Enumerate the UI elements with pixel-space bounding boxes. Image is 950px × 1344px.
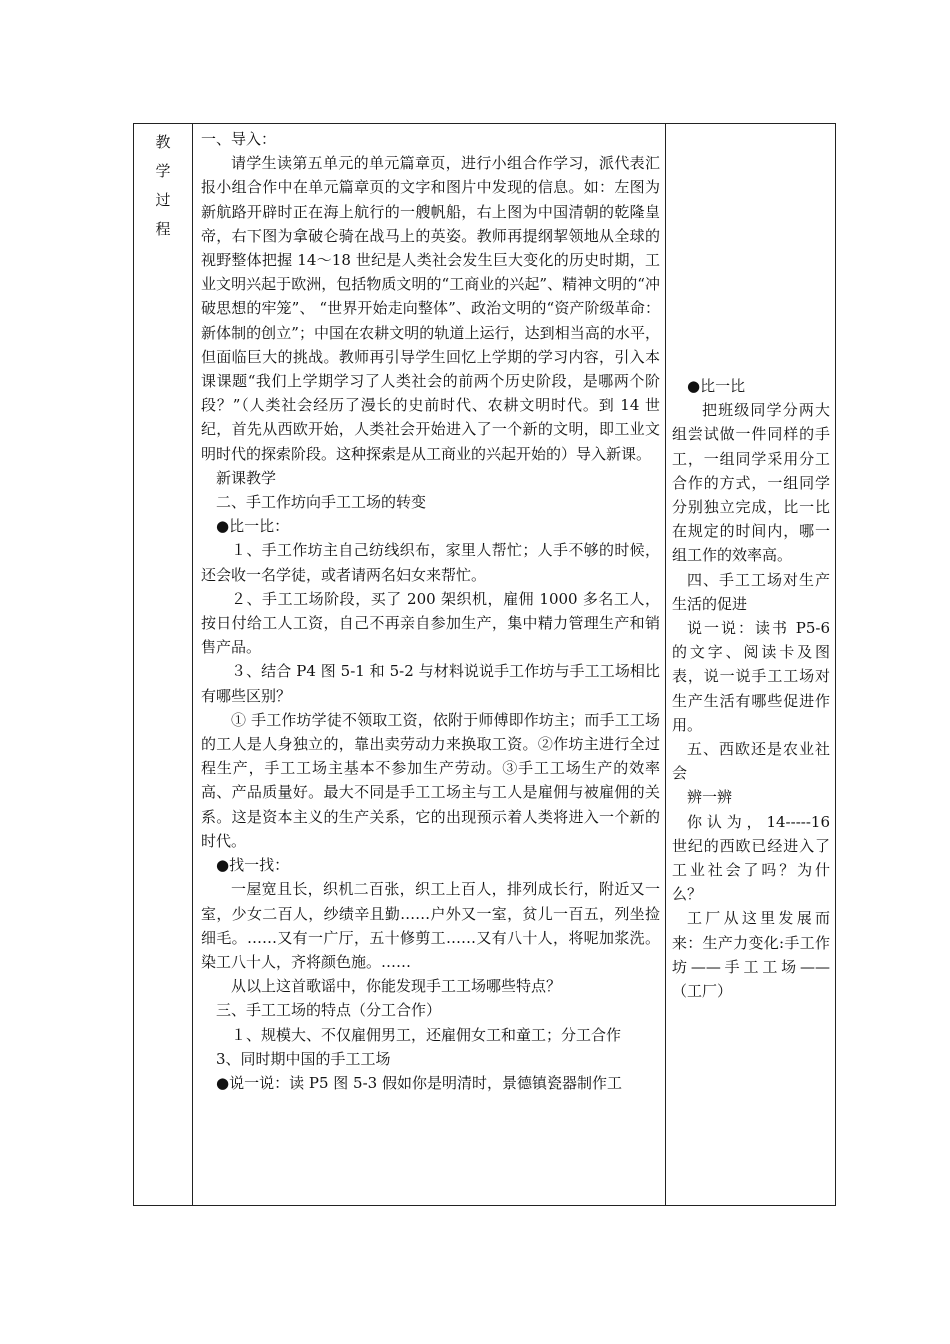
content-paragraph: 一屋宽且长，织机二百张，织工上百人，排列成长行，附近又一室，少女二百人，纱绩辛且勤……户外又一室，贫儿一百五，列坐捡细毛。……又有一广厅，五十修剪工……又有八十人，将呢加浆洗。染工八十人，齐将颜色施。…… bbox=[201, 880, 660, 971]
content-paragraph: 新课教学 bbox=[216, 468, 277, 487]
section-label-cell bbox=[134, 124, 193, 1205]
teaching-content-cell bbox=[193, 124, 666, 1205]
content-paragraph: 请学生读第五单元的单元篇章页，进行小组合作学习，派代表汇报小组合作中在单元篇章页的文字和图片中发现的信息。如：左图为新航路开辟时正在海上航行的一艘帆船，右上图为中国清朝的乾隆皇帝，右下图为拿破仑骑在战马上的英姿。教师再提纲挈领地从全球的视野整体把握 14～18 世纪是人类社会发生巨大变化的历史时期，工业文明兴起于欧洲，包括物质文明的“工商业的兴起”、精神文明的“冲破思想的牢笼”、 “世界开始走向整体”、政治文明的“资产阶级革命：新体制的创立”；中国在农耕文明的轨道上运行，达到相当高的水平，但面临巨大的挑战。教师再引导学生回忆上学期的学习内容，引入本课课题“我们上学期学习了人类社会的前两个历史阶段，是哪两个阶段？”（人类社会经历了漫长的史前时代、农耕文明时代。到 14 世纪，首先从西欧开始，人类社会开始进入了一个新的文明，即工业文明时代的探索阶段。这种探索是从工商业的兴起开始的）导入新课。 bbox=[201, 154, 660, 463]
section-label-char: 学 bbox=[155, 162, 171, 180]
note-paragraph: 你认为，14-----16 世纪的西欧已经进入了工业社会了吗？为什么？ bbox=[672, 812, 830, 904]
note-paragraph: 说一说：读书 P5-6 的文字、阅读卡及图表，说一说手工工场对生产生活有哪些促进作用。 bbox=[672, 619, 830, 734]
content-paragraph: １、手工作坊主自己纺线织布，家里人帮忙；人手不够的时候，还会收一名学徒，或者请两名妇女来帮忙。 bbox=[201, 541, 660, 584]
note-paragraph: 辨一辨 bbox=[687, 788, 733, 807]
section-label-char: 程 bbox=[155, 220, 171, 238]
content-paragraph: ●说一说：读 P5 图 5-3 假如你是明清时，景德镇瓷器制作工 bbox=[216, 1073, 622, 1092]
teaching-content bbox=[193, 124, 665, 1095]
content-paragraph: １、规模大、不仅雇佣男工，还雇佣女工和童工；分工合作 bbox=[231, 1025, 622, 1044]
content-paragraph: ●找一找： bbox=[216, 856, 290, 875]
note-paragraph: 五、西欧还是农业社会 bbox=[672, 740, 830, 783]
content-paragraph: ●比一比： bbox=[216, 517, 290, 536]
lesson-table bbox=[133, 123, 836, 1206]
content-paragraph: 二、手工作坊向手工工场的转变 bbox=[216, 493, 427, 512]
section-label-char: 教 bbox=[155, 133, 171, 151]
section-label bbox=[134, 124, 192, 244]
activity-notes bbox=[666, 124, 835, 1003]
activity-notes-cell bbox=[666, 124, 835, 1205]
content-paragraph: ３、结合 P4 图 5-1 和 5-2 与材料说说手工作坊与手工工场相比有哪些区别？ bbox=[201, 662, 660, 705]
note-paragraph: 四、手工工场对生产生活的促进 bbox=[672, 570, 830, 613]
content-paragraph: ① 手工作坊学徒不领取工资，依附于师傅即作坊主；而手工工场的工人是人身独立的，靠出卖劳动力来换取工资。②作坊主进行全过程生产，手工工场主基本不参加生产劳动。③手工工场生产的效率高、产品质量好。最大不同是手工工场主与工人是雇佣与被雇佣的关系。这是资本主义的生产关系，它的出现预示着人类将进入一个新的时代。 bbox=[201, 710, 660, 850]
content-paragraph: ２、手工工场阶段，买了 200 架织机，雇佣 1000 多名工人，按日付给工人工资，自己不再亲自参加生产，集中精力管理生产和销售产品。 bbox=[201, 589, 660, 657]
note-paragraph: ●比一比 bbox=[687, 377, 746, 395]
content-paragraph: 三、手工工场的特点（分工合作） bbox=[216, 1001, 442, 1020]
note-paragraph: 把班级同学分两大组尝试做一件同样的手工，一组同学采用分工合作的方式，一组同学分别独立完成，比一比在规定的时间内，哪一组工作的效率高。 bbox=[672, 401, 830, 565]
content-paragraph: 从以上这首歌谣中，你能发现手工工场哪些特点？ bbox=[231, 977, 562, 996]
content-paragraph: 3、同时期中国的手工工场 bbox=[216, 1049, 391, 1068]
section-label-char: 过 bbox=[155, 191, 171, 209]
content-paragraph: 一、导入： bbox=[201, 130, 277, 148]
note-paragraph: 工厂从这里发展而来：生产力变化:手工作坊——手工工场——（工厂） bbox=[672, 909, 830, 1001]
